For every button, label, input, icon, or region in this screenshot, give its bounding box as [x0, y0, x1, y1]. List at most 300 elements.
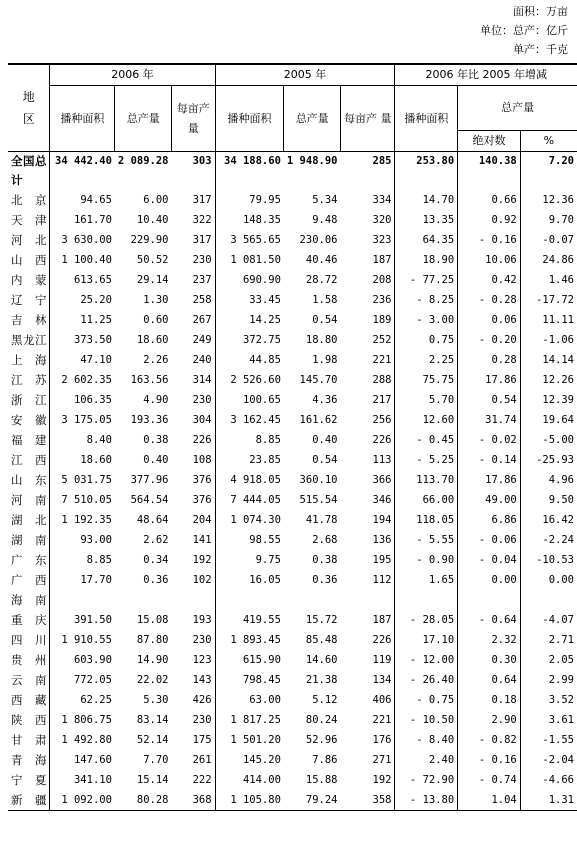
table-row	[8, 290, 577, 310]
cell-yield05: 195	[372, 554, 392, 566]
region-name: 云南	[11, 673, 47, 687]
cell-yield05: 134	[372, 674, 392, 686]
cell-out-abs: 0.54	[458, 390, 521, 410]
cell-out06: 48.64	[136, 514, 169, 526]
cell-area05: 3 162.45	[215, 410, 284, 430]
table-body	[8, 152, 577, 811]
cell-yield05: 187	[372, 254, 392, 266]
table-row	[8, 570, 577, 590]
cell-yield06: 143	[192, 674, 212, 686]
table-row	[8, 610, 577, 630]
unit-area: 面积：万亩	[513, 5, 568, 18]
cell-area06: 1 806.75	[50, 710, 115, 730]
cell-out06: 2.26	[143, 354, 169, 366]
cell-area06: 1 492.80	[50, 730, 115, 750]
cell-out05: 1.98	[312, 354, 338, 366]
cell-out06	[115, 590, 172, 610]
cell-area06: 106.35	[50, 390, 115, 410]
cell-area06: 147.60	[50, 750, 115, 770]
cell-out-pct: -2.24	[520, 530, 577, 550]
cell-yield05: 217	[372, 394, 392, 406]
cell-area05: 33.45	[215, 290, 284, 310]
cell-area06: 1 192.35	[50, 510, 115, 530]
cell-out05: 0.36	[312, 574, 338, 586]
cell-out-pct: -0.07	[520, 230, 577, 250]
cell-out-pct: 9.70	[520, 210, 577, 230]
region-name: 上海	[11, 353, 47, 367]
cell-yield06: 222	[192, 774, 212, 786]
cell-out05: 1 948.90	[286, 155, 338, 167]
cell-yield06: 230	[192, 394, 212, 406]
cell-area-chg: - 28.05	[395, 610, 458, 630]
cell-area06: 341.10	[50, 770, 115, 790]
cell-out-pct: 12.39	[520, 390, 577, 410]
cell-out05: 15.72	[305, 614, 338, 626]
cell-out06: 0.60	[143, 314, 169, 326]
cell-out-pct: 1.46	[520, 270, 577, 290]
cell-area05: 414.00	[215, 770, 284, 790]
region-name: 青海	[11, 753, 47, 767]
cell-area05: 4 918.05	[215, 470, 284, 490]
cell-out-abs: 0.42	[458, 270, 521, 290]
cell-yield06: 102	[192, 574, 212, 586]
cell-area06: 34 442.40	[50, 152, 115, 191]
cell-out-pct: -25.93	[520, 450, 577, 470]
region-name: 贵州	[11, 653, 47, 667]
cell-yield05: 236	[372, 294, 392, 306]
cell-area06: 373.50	[50, 330, 115, 350]
cell-area05: 100.65	[215, 390, 284, 410]
table-row	[8, 790, 577, 811]
area-2005-header: 播种面积	[215, 86, 284, 152]
table-row	[8, 650, 577, 670]
cell-out-abs: - 0.20	[458, 330, 521, 350]
region-name: 山东	[11, 473, 47, 487]
cell-out-pct: 0.00	[520, 570, 577, 590]
cell-yield05: 119	[372, 654, 392, 666]
cell-area-chg: - 8.40	[395, 730, 458, 750]
cell-area05: 1 817.25	[215, 710, 284, 730]
cell-area05: 16.05	[215, 570, 284, 590]
cell-yield06: 123	[192, 654, 212, 666]
cell-area06: 93.00	[50, 530, 115, 550]
table-row	[8, 190, 577, 210]
cell-yield06: 322	[192, 214, 212, 226]
cell-out-pct: 1.31	[520, 790, 577, 811]
cell-area-chg: - 0.75	[395, 690, 458, 710]
cell-out-pct: 2.99	[520, 670, 577, 690]
cell-out06: 564.54	[130, 494, 169, 506]
table-row	[8, 450, 577, 470]
cell-area05: 615.90	[215, 650, 284, 670]
cell-area05: 372.75	[215, 330, 284, 350]
cell-yield06: 230	[192, 714, 212, 726]
table-row	[8, 410, 577, 430]
cell-area05: 419.55	[215, 610, 284, 630]
cell-out-pct: 4.96	[520, 470, 577, 490]
cell-area-chg: 17.10	[395, 630, 458, 650]
cell-area-chg: - 13.80	[395, 790, 458, 811]
cell-yield06: 193	[192, 614, 212, 626]
cell-out05	[284, 590, 341, 610]
region-name: 安徽	[11, 413, 47, 427]
cell-area-chg: - 10.50	[395, 710, 458, 730]
cell-out06: 6.00	[143, 194, 169, 206]
cell-area-chg: 253.80	[395, 152, 458, 191]
area-change-header: 播种面积	[395, 86, 458, 152]
table-row	[8, 330, 577, 350]
table-row	[8, 490, 577, 510]
cell-out-abs: 140.38	[458, 152, 521, 191]
cell-out06: 14.90	[136, 654, 169, 666]
cell-out05: 5.12	[312, 694, 338, 706]
cell-area-chg	[395, 590, 458, 610]
cell-out-pct: 2.71	[520, 630, 577, 650]
table-row	[8, 310, 577, 330]
cell-yield06: 141	[192, 534, 212, 546]
cell-out06: 229.90	[130, 234, 169, 246]
cell-area05: 44.85	[215, 350, 284, 370]
cell-out06: 2.62	[143, 534, 169, 546]
cell-yield06: 240	[192, 354, 212, 366]
region-name: 江苏	[11, 373, 47, 387]
cell-yield06	[172, 590, 216, 610]
cell-out-pct: 19.64	[520, 410, 577, 430]
absolute-header: 绝对数	[458, 131, 521, 152]
region-name: 全国总计	[11, 154, 47, 187]
cell-out05: 85.48	[305, 634, 338, 646]
cell-out-abs: - 0.74	[458, 770, 521, 790]
cell-area-chg: - 26.40	[395, 670, 458, 690]
cell-area-chg: 13.35	[395, 210, 458, 230]
table-row	[8, 430, 577, 450]
cell-out05: 28.72	[305, 274, 338, 286]
cell-yield06: 314	[192, 374, 212, 386]
percent-header: %	[520, 131, 577, 152]
cell-out-pct: 12.26	[520, 370, 577, 390]
cell-yield06: 175	[192, 734, 212, 746]
region-name: 内蒙	[11, 273, 47, 287]
cell-out-pct: 3.52	[520, 690, 577, 710]
region-name: 湖北	[11, 513, 47, 527]
cell-yield05: 271	[372, 754, 392, 766]
cell-out-pct: -4.66	[520, 770, 577, 790]
cell-area06: 1 100.40	[50, 250, 115, 270]
cell-yield06: 317	[192, 234, 212, 246]
cell-out05: 2.68	[312, 534, 338, 546]
cell-area06	[50, 590, 115, 610]
region-name: 海南	[11, 593, 47, 607]
cell-area06: 3 630.00	[50, 230, 115, 250]
region-header: 地 区	[8, 64, 50, 152]
cell-out-abs: 17.86	[458, 470, 521, 490]
cell-area05: 14.25	[215, 310, 284, 330]
region-name: 陕西	[11, 713, 47, 727]
cell-out-abs: 6.86	[458, 510, 521, 530]
units-note	[480, 2, 568, 59]
cell-yield06: 230	[192, 254, 212, 266]
cell-out05: 18.80	[305, 334, 338, 346]
cell-area05: 3 565.65	[215, 230, 284, 250]
cell-area-chg: - 0.45	[395, 430, 458, 450]
cell-out05: 161.62	[299, 414, 338, 426]
year-2005-header: 2005 年	[215, 64, 395, 86]
cell-out-pct: 3.61	[520, 710, 577, 730]
cell-area06: 11.25	[50, 310, 115, 330]
cell-area06: 8.85	[50, 550, 115, 570]
cell-yield05: 323	[372, 234, 392, 246]
region-name: 湖南	[11, 533, 47, 547]
cell-out-pct: 11.11	[520, 310, 577, 330]
cell-out06: 15.14	[136, 774, 169, 786]
cell-yield06: 258	[192, 294, 212, 306]
cell-out06: 2 089.28	[117, 155, 169, 167]
cell-area-chg: 75.75	[395, 370, 458, 390]
table-row	[8, 530, 577, 550]
cell-out06: 87.80	[136, 634, 169, 646]
cell-out-pct: 2.05	[520, 650, 577, 670]
cell-area05: 1 893.45	[215, 630, 284, 650]
cell-area06: 2 602.35	[50, 370, 115, 390]
cell-yield05	[340, 590, 395, 610]
cell-area-chg: - 8.25	[395, 290, 458, 310]
cell-yield05: 113	[372, 454, 392, 466]
cell-area05: 148.35	[215, 210, 284, 230]
cell-out-pct: -17.72	[520, 290, 577, 310]
cell-area05: 34 188.60	[215, 152, 284, 191]
cell-out-abs: 2.32	[458, 630, 521, 650]
cell-out05: 515.54	[299, 494, 338, 506]
cell-out-abs: 0.28	[458, 350, 521, 370]
cell-out06: 0.40	[143, 454, 169, 466]
total-row	[8, 152, 577, 191]
cell-out05: 52.96	[305, 734, 338, 746]
region-name: 江西	[11, 453, 47, 467]
cell-out-abs: 10.06	[458, 250, 521, 270]
cell-area-chg: - 5.55	[395, 530, 458, 550]
cell-out06: 22.02	[136, 674, 169, 686]
cell-yield06: 304	[192, 414, 212, 426]
cell-out-pct	[520, 590, 577, 610]
cell-out-pct: -5.00	[520, 430, 577, 450]
cell-area05: 1 081.50	[215, 250, 284, 270]
cell-out05: 230.06	[299, 234, 338, 246]
cell-area06: 7 510.05	[50, 490, 115, 510]
cell-yield05: 320	[372, 214, 392, 226]
cell-area-chg: 12.60	[395, 410, 458, 430]
yield-2006-header: 每亩产 量	[172, 86, 216, 152]
table-row	[8, 470, 577, 490]
cell-out06: 80.28	[115, 790, 172, 811]
cell-area05: 1 105.80	[215, 790, 284, 811]
cell-area-chg: - 12.00	[395, 650, 458, 670]
grain-table	[8, 63, 577, 811]
cell-out-pct: -2.04	[520, 750, 577, 770]
table-row	[8, 670, 577, 690]
cell-yield06: 376	[192, 474, 212, 486]
cell-out-abs: 0.06	[458, 310, 521, 330]
area-2006-header: 播种面积	[50, 86, 115, 152]
cell-out05: 7.86	[312, 754, 338, 766]
cell-out05: 5.34	[312, 194, 338, 206]
cell-area06: 391.50	[50, 610, 115, 630]
cell-yield06: 368	[172, 790, 216, 811]
cell-area05: 1 074.30	[215, 510, 284, 530]
cell-out05: 15.88	[305, 774, 338, 786]
region-name: 河北	[11, 233, 47, 247]
output-2005-header: 总产量	[284, 86, 341, 152]
cell-out05: 1.58	[312, 294, 338, 306]
region-name: 辽宁	[11, 293, 47, 307]
cell-yield05: 112	[372, 574, 392, 586]
cell-yield06: 237	[192, 274, 212, 286]
cell-out-abs: 49.00	[458, 490, 521, 510]
region-name: 浙江	[11, 393, 47, 407]
cell-area-chg: 2.25	[395, 350, 458, 370]
cell-yield06: 303	[192, 155, 212, 167]
cell-area05: 63.00	[215, 690, 284, 710]
cell-area-chg: 18.90	[395, 250, 458, 270]
cell-out06: 83.14	[136, 714, 169, 726]
cell-out-abs: - 0.82	[458, 730, 521, 750]
cell-yield05: 208	[372, 274, 392, 286]
cell-out-abs: - 0.64	[458, 610, 521, 630]
region-name: 新疆	[8, 790, 50, 811]
cell-yield05: 221	[372, 354, 392, 366]
cell-out-abs: 0.30	[458, 650, 521, 670]
cell-out-pct: 12.36	[520, 190, 577, 210]
table-row	[8, 630, 577, 650]
cell-yield05: 187	[372, 614, 392, 626]
region-name: 河南	[11, 493, 47, 507]
cell-area06: 62.25	[50, 690, 115, 710]
year-2006-header: 2006 年	[50, 64, 215, 86]
cell-yield06: 267	[192, 314, 212, 326]
change-header: 2006 年比 2005 年增减	[395, 64, 577, 86]
region-name: 宁夏	[11, 773, 47, 787]
table-row	[8, 590, 577, 610]
cell-area05: 145.20	[215, 750, 284, 770]
cell-yield05: 358	[340, 790, 395, 811]
region-name: 西藏	[11, 693, 47, 707]
cell-out-pct: 24.86	[520, 250, 577, 270]
cell-out05: 40.46	[305, 254, 338, 266]
cell-area06: 47.10	[50, 350, 115, 370]
cell-out05: 41.78	[305, 514, 338, 526]
region-name: 北京	[11, 193, 47, 207]
cell-yield05: 194	[372, 514, 392, 526]
cell-yield05: 221	[372, 714, 392, 726]
cell-area05: 690.90	[215, 270, 284, 290]
cell-out-abs: - 0.02	[458, 430, 521, 450]
cell-out-abs: 2.90	[458, 710, 521, 730]
cell-out05: 14.60	[305, 654, 338, 666]
cell-yield05: 334	[372, 194, 392, 206]
cell-area06: 603.90	[50, 650, 115, 670]
cell-out06: 377.96	[130, 474, 169, 486]
cell-area-chg: 5.70	[395, 390, 458, 410]
cell-yield05: 252	[372, 334, 392, 346]
cell-out-abs: 0.64	[458, 670, 521, 690]
cell-out-abs: - 0.16	[458, 230, 521, 250]
cell-out-abs: 0.00	[458, 570, 521, 590]
cell-area06: 3 175.05	[50, 410, 115, 430]
table-row	[8, 770, 577, 790]
cell-out-abs: 0.92	[458, 210, 521, 230]
table-row	[8, 510, 577, 530]
cell-out06: 50.52	[136, 254, 169, 266]
cell-yield05: 256	[372, 414, 392, 426]
region-name: 吉林	[11, 313, 47, 327]
cell-out-pct: 14.14	[520, 350, 577, 370]
cell-yield06: 261	[192, 754, 212, 766]
cell-area05	[215, 590, 284, 610]
cell-area05: 2 526.60	[215, 370, 284, 390]
cell-out-abs: - 0.28	[458, 290, 521, 310]
region-name: 黑龙江	[11, 333, 47, 347]
cell-out06: 0.36	[143, 574, 169, 586]
cell-area06: 5 031.75	[50, 470, 115, 490]
cell-yield06: 204	[192, 514, 212, 526]
cell-area-chg: 0.75	[395, 330, 458, 350]
table-row	[8, 750, 577, 770]
table-row	[8, 550, 577, 570]
cell-area-chg: 2.40	[395, 750, 458, 770]
cell-yield06: 230	[192, 634, 212, 646]
cell-area-chg: 113.70	[395, 470, 458, 490]
cell-out-pct: -1.06	[520, 330, 577, 350]
cell-out05: 80.24	[305, 714, 338, 726]
cell-area-chg: 1.65	[395, 570, 458, 590]
cell-yield05: 192	[372, 774, 392, 786]
cell-out-abs: 31.74	[458, 410, 521, 430]
cell-out-pct: 9.50	[520, 490, 577, 510]
table-row	[8, 710, 577, 730]
cell-out06: 10.40	[136, 214, 169, 226]
table-row	[8, 730, 577, 750]
region-name: 广西	[11, 573, 47, 587]
cell-out-pct: 7.20	[520, 152, 577, 191]
cell-out06: 0.38	[143, 434, 169, 446]
region-name: 天津	[11, 213, 47, 227]
cell-out06: 193.36	[130, 414, 169, 426]
region-name: 甘肃	[11, 733, 47, 747]
cell-out-pct: -10.53	[520, 550, 577, 570]
cell-out05: 0.40	[312, 434, 338, 446]
cell-yield06: 108	[192, 454, 212, 466]
cell-out05: 9.48	[312, 214, 338, 226]
region-name: 重庆	[11, 613, 47, 627]
cell-out-pct: -4.07	[520, 610, 577, 630]
cell-out-abs: 0.66	[458, 190, 521, 210]
cell-yield06: 426	[192, 694, 212, 706]
cell-out05: 4.36	[312, 394, 338, 406]
table-row	[8, 390, 577, 410]
cell-out-abs	[458, 590, 521, 610]
cell-yield05: 346	[372, 494, 392, 506]
table-row	[8, 270, 577, 290]
cell-out-abs: 17.86	[458, 370, 521, 390]
cell-out-pct: -1.55	[520, 730, 577, 750]
cell-area06: 25.20	[50, 290, 115, 310]
cell-out06: 4.90	[143, 394, 169, 406]
cell-area05: 79.95	[215, 190, 284, 210]
cell-yield05: 226	[372, 434, 392, 446]
cell-area-chg: - 0.90	[395, 550, 458, 570]
cell-area06: 1 910.55	[50, 630, 115, 650]
output-change-header: 总产量	[458, 86, 577, 131]
cell-area-chg: - 72.90	[395, 770, 458, 790]
